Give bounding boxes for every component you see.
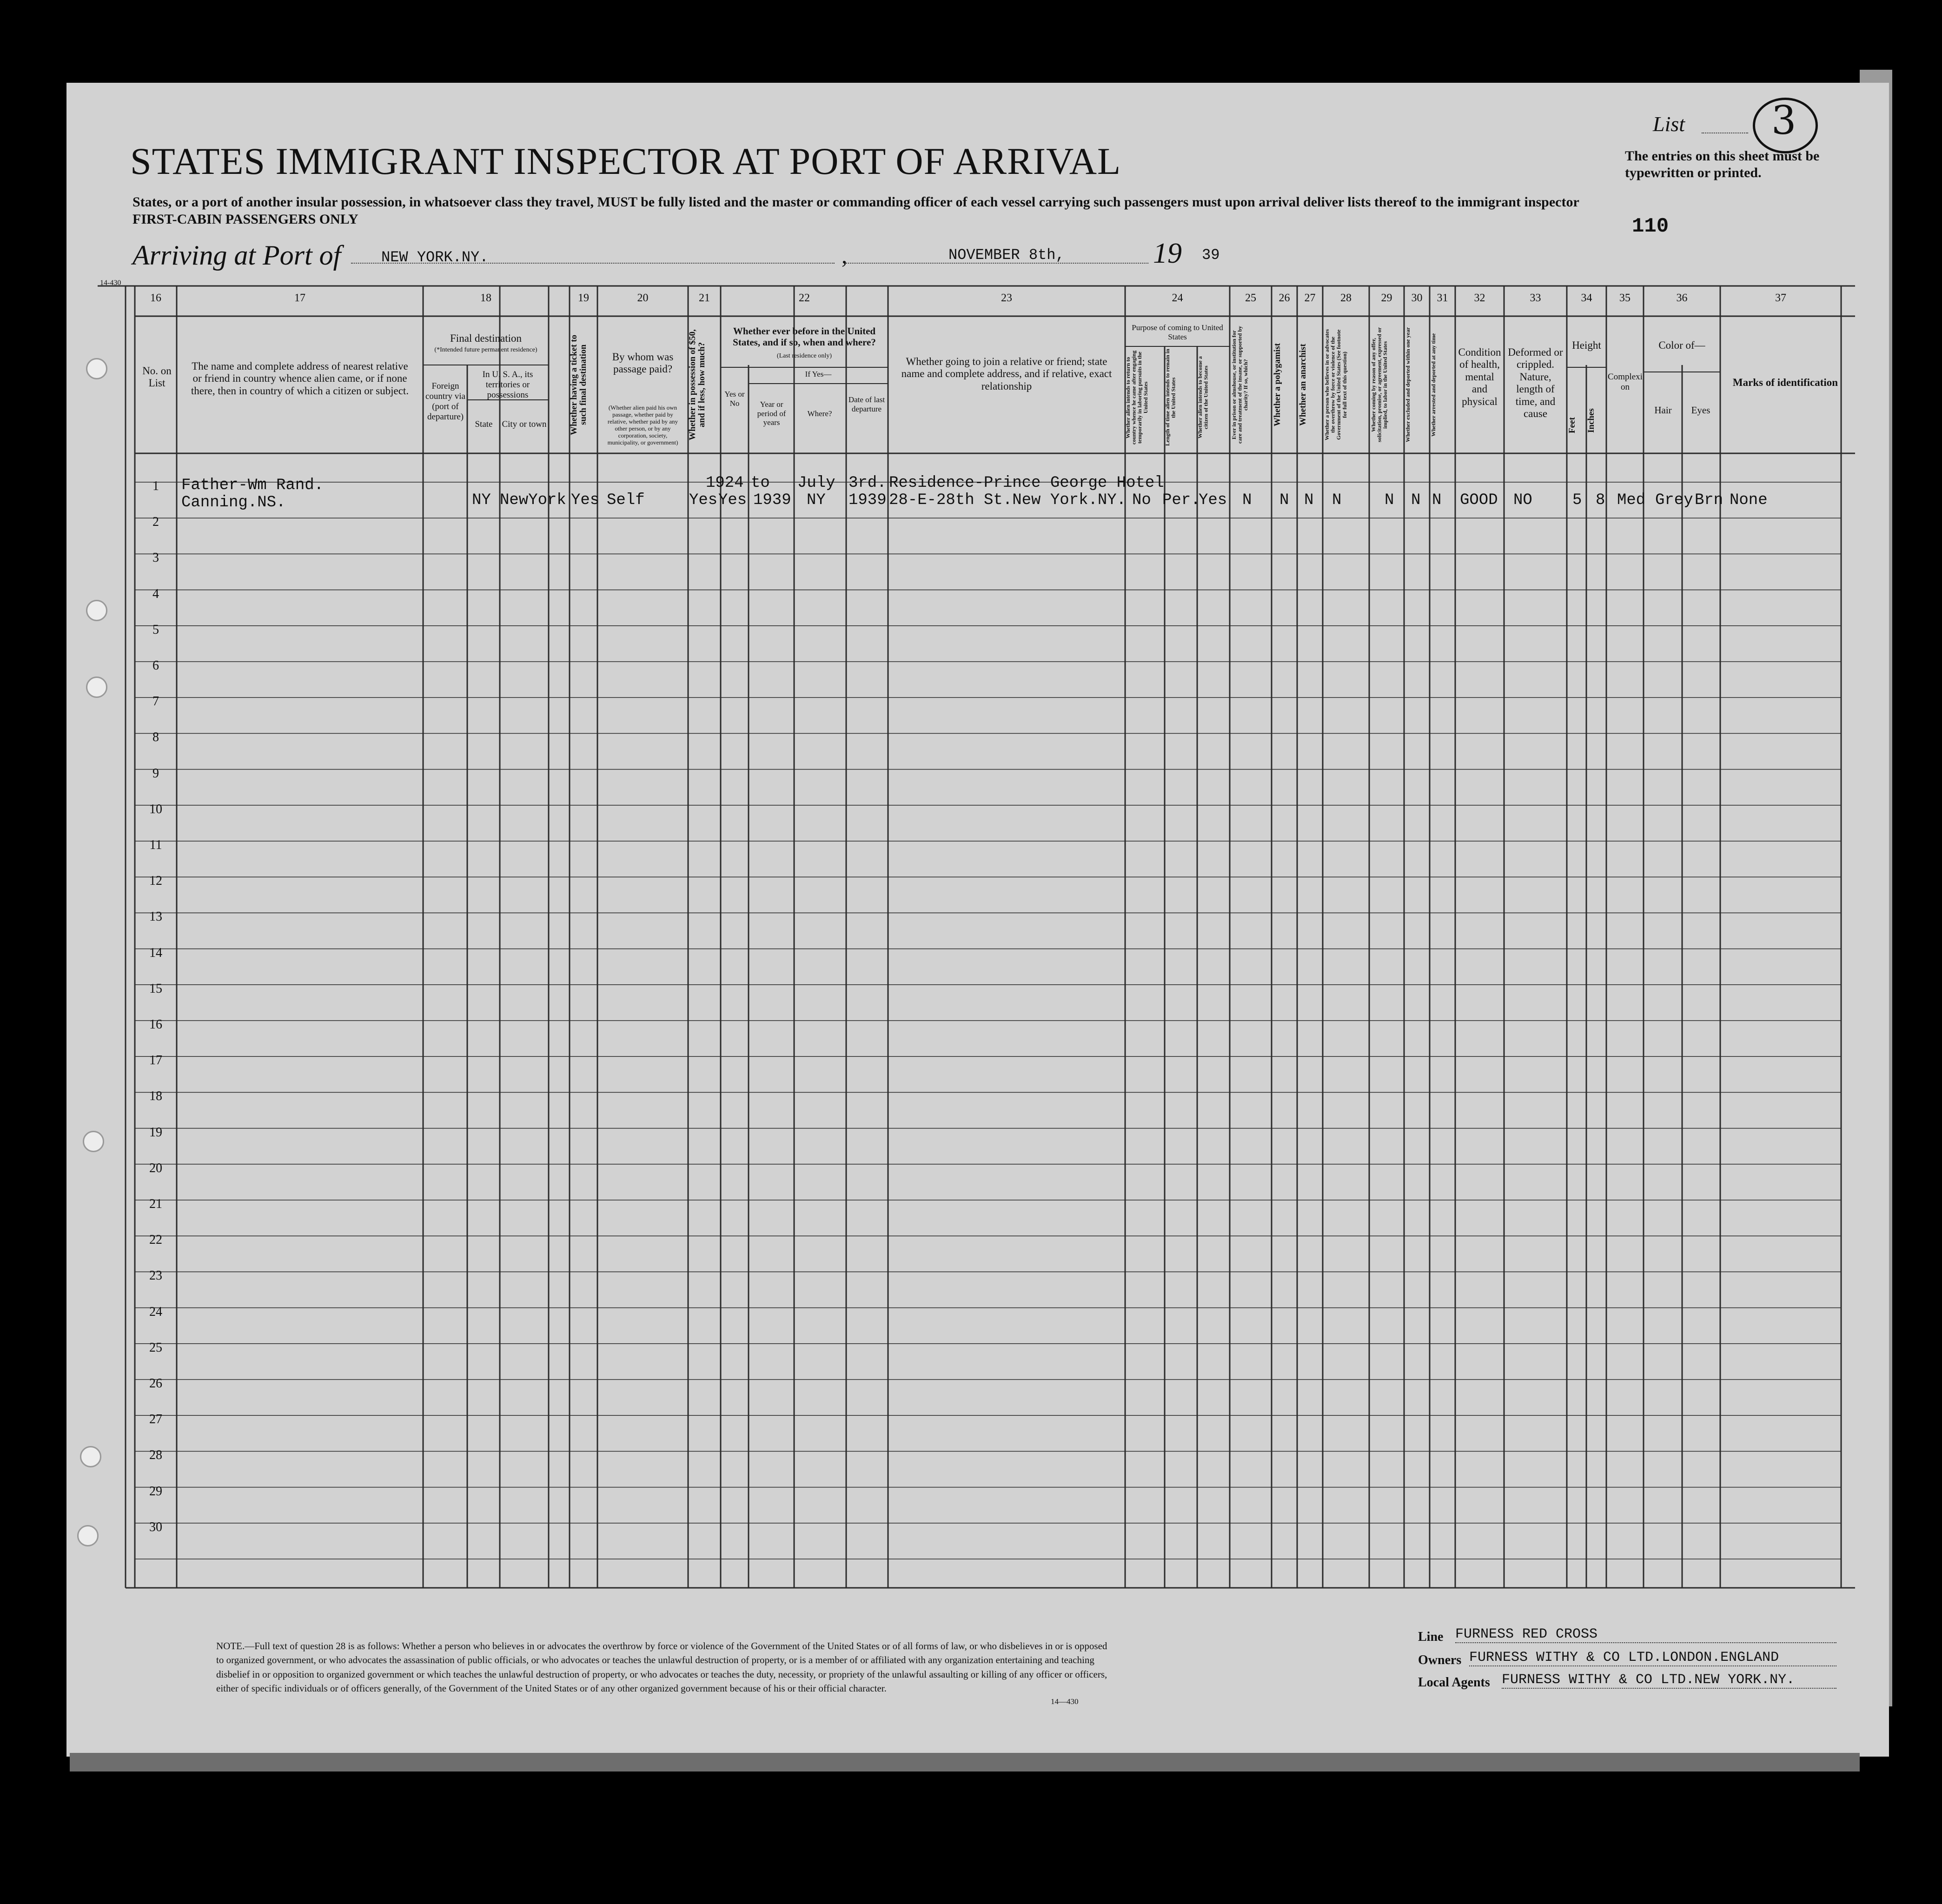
header-inches: Inches (1586, 408, 1596, 433)
header-state: State (475, 419, 493, 429)
header-date-last-departure: Date of last departure (848, 395, 885, 413)
column-number: 37 (1775, 292, 1786, 304)
entry-year-period-a: to (751, 474, 770, 492)
list-label: List (1653, 112, 1685, 136)
owners-label: Owners (1418, 1653, 1462, 1667)
row-number: 19 (149, 1125, 162, 1140)
year-suffix: 39 (1202, 246, 1220, 264)
header-city: City or town (502, 419, 547, 429)
header-joining-relative: Whether going to join a relative or friend; state name and complete address, and if relative, exact relationship (901, 356, 1112, 392)
row-number: 16 (149, 1017, 162, 1032)
footer-form-code: 14—430 (1051, 1697, 1079, 1706)
header-height: Height (1572, 339, 1601, 351)
entry-q31: N (1432, 491, 1442, 509)
row-number: 29 (149, 1484, 162, 1499)
entry-prison: N (1242, 491, 1252, 509)
column-number: 23 (1001, 292, 1012, 304)
entry-departure-a: 3rd. (848, 474, 887, 492)
row-number: 4 (152, 586, 159, 601)
entry-deformed: NO (1513, 491, 1532, 509)
year-prefix: 19 (1153, 238, 1182, 269)
column-number: 19 (578, 292, 589, 304)
entry-purpose-length: Per. (1162, 491, 1200, 509)
column-number: 36 (1676, 292, 1688, 304)
line-label: Line (1418, 1630, 1444, 1644)
first-cabin-label: FIRST-CABIN PASSENGERS ONLY (133, 212, 358, 227)
column-number: 28 (1340, 292, 1352, 304)
entry-joining-line1: Residence-Prince George Hotel (889, 474, 1164, 492)
row-number: 8 (152, 730, 159, 745)
column-number: 24 (1172, 292, 1183, 304)
row-number: 13 (149, 909, 162, 924)
header-anarchist: Whether an anarchist (1298, 344, 1308, 426)
header-q29: Whether coming by reason of any offer, solicitation, promise, or agreement, expressed or implied, to labor in the United States (1370, 327, 1389, 443)
row-number: 23 (149, 1268, 162, 1283)
column-number: 27 (1304, 292, 1316, 304)
column-number: 31 (1437, 292, 1448, 304)
page-subtitle: States, or a port of another insular possession, in whatsoever class they travel, MUST be fully listed and the master or commanding officer of each vessel carrying such passengers must upon arrival deliver lists thereof to the immigrant inspector (133, 194, 1579, 210)
header-q31: Whether arrested and deported at any time (1430, 333, 1437, 437)
port-value: NEW YORK.NY. (381, 249, 489, 266)
row-number: 25 (149, 1340, 162, 1355)
row-number: 20 (149, 1161, 162, 1175)
header-condition: Condition of health, mental and physical (1458, 346, 1501, 407)
entry-where-a: July (797, 474, 835, 492)
header-foreign-country: Foreign country via (port of departure) (425, 381, 465, 422)
row-number: 14 (149, 945, 162, 960)
row-number: 30 (149, 1519, 162, 1534)
agents-value: FURNESS WITHY & CO LTD.NEW YORK.NY. (1502, 1672, 1836, 1689)
header-ticket: Whether having a ticket to such final destination (569, 334, 588, 435)
entry-ticket: Yes (571, 491, 600, 509)
row-number: 15 (149, 981, 162, 996)
entry-ever-before: Yes (718, 491, 747, 509)
list-number: 3 (1771, 98, 1796, 143)
entry-eyes: Brn (1695, 491, 1723, 509)
entry-anarchist: N (1304, 491, 1314, 509)
form-code: 14-430 (100, 279, 121, 287)
row-number: 7 (152, 694, 159, 709)
header-ever-before: Whether ever before in the United States, and if so, when and where? (733, 325, 876, 348)
entry-condition: GOOD (1460, 491, 1498, 509)
row-number: 12 (149, 874, 162, 889)
date-value: NOVEMBER 8th, (948, 246, 1065, 264)
entry-relative-line2: Canning.NS. (181, 494, 286, 511)
row-number: 18 (149, 1089, 162, 1104)
header-year-period: Year or period of years (757, 400, 786, 427)
column-number: 26 (1279, 292, 1290, 304)
header-purpose-length: Length of time alien intends to remain in the United States (1164, 349, 1177, 446)
column-number: 16 (150, 292, 161, 304)
entry-feet: 5 (1572, 491, 1582, 509)
row-number: 11 (149, 838, 162, 852)
row-number: 2 (152, 515, 159, 530)
column-number: 29 (1381, 292, 1392, 304)
header-marks: Marks of identification (1732, 377, 1838, 388)
entry-state: NY (472, 491, 491, 509)
header-where: Where? (807, 409, 832, 418)
entry-year-period-b: 1939 (753, 491, 791, 509)
row-number: 27 (149, 1412, 162, 1427)
header-if-yes: If Yes— (805, 370, 832, 378)
row-number: 21 (149, 1197, 162, 1211)
entry-city: NewYork (500, 491, 566, 509)
column-number: 17 (294, 292, 305, 304)
row-number: 28 (149, 1448, 162, 1463)
header-feet: Feet (1567, 417, 1577, 434)
row-number: 9 (152, 766, 159, 781)
entry-polygamist: N (1279, 491, 1289, 509)
entry-q28: N (1332, 491, 1342, 509)
column-number: 21 (699, 292, 710, 304)
entry-q29: N (1385, 491, 1394, 509)
header-purpose-return: Whether alien intends to return to country whence he came after engaging temporarily in laboring pursuits in the United States (1125, 350, 1149, 445)
entry-hair: Grey (1655, 491, 1693, 509)
header-possession-50: Whether in possession of $50, and if less, how much? (688, 329, 707, 440)
arriving-label: Arriving at Port of (133, 240, 341, 271)
agents-label: Local Agents (1418, 1675, 1490, 1690)
column-number: 32 (1474, 292, 1485, 304)
entry-inches: 8 (1596, 491, 1605, 509)
owners-value: FURNESS WITHY & CO LTD.LONDON.ENGLAND (1469, 1650, 1836, 1666)
header-no-on-list: No. on List (142, 365, 172, 389)
row-number: 26 (149, 1376, 162, 1391)
column-number: 33 (1530, 292, 1541, 304)
column-number: 25 (1245, 292, 1256, 304)
header-final-destination: Final destination (450, 332, 522, 344)
column-number: 18 (480, 292, 491, 304)
footnote-question-28: NOTE.—Full text of question 28 is as follows: Whether a person who believes in or advocates the overthrow by force or violence of the Government of the United States or of all forms of law, or who disbelieves in or is opposed to organized government, or who advocates the assassination of public officials, or who advocates or teaches the unlawful destruction of property, or is a member of or affiliated with any organization entertaining and teaching disbelief in or opposition to organized government or which teaches the unlawful destruction of property, or who advocates or teaches the duty, necessity, or propriety of the unlawful assaulting or killing of any officer or officers, either of specific individuals or of officers generally, of the Government of the United States or of any other organized government because of his or their official character. (216, 1640, 1107, 1694)
column-number: 34 (1581, 292, 1592, 304)
sheet-number: 110 (1632, 215, 1669, 238)
entry-q30: N (1411, 491, 1421, 509)
header-passage-paid: By whom was passage paid? (612, 351, 674, 375)
comma: , (842, 242, 848, 268)
header-passage-paid-note: (Whether alien paid his own passage, whether paid by relative, whether paid by any other person, or by any corporation, society, municipality, or government) (607, 404, 678, 446)
row-number: 10 (149, 802, 162, 816)
header-ever-before-note: (Last residence only) (776, 352, 832, 359)
entry-passage: Self (607, 491, 645, 509)
entry-relative-line1: Father-Wm Rand. (181, 477, 324, 494)
entry-possession: Yes (689, 491, 718, 509)
header-polygamist: Whether a polygamist (1273, 343, 1282, 427)
line-value: FURNESS RED CROSS (1455, 1626, 1836, 1643)
row-number: 24 (149, 1304, 162, 1319)
entry-where-b: NY (807, 491, 826, 509)
entry-marks: None (1730, 491, 1768, 509)
header-hair: Hair (1654, 405, 1672, 416)
header-q28: Whether a person who believes in or advocates the overthrow by force or violence of the Government of the United States (See footnote for full text of this question) (1324, 329, 1348, 441)
header-prison: Ever in prison or almshouse, or institution for care and treatment of the insane, or supported by charity? If so, which? (1231, 326, 1249, 444)
entry-complexion: Med (1617, 491, 1646, 509)
page-title: STATES IMMIGRANT INSPECTOR AT PORT OF ARRIVAL (130, 140, 1121, 182)
header-complexion: Complexion (1608, 372, 1643, 392)
header-purpose-citizen: Whether alien intends to become a citizen of the United States (1197, 356, 1209, 439)
row-number: 6 (152, 658, 159, 673)
row-number: 1 (152, 479, 159, 493)
column-number: 30 (1411, 292, 1423, 304)
column-number: 35 (1619, 292, 1630, 304)
entry-purpose-citizen: Yes (1199, 491, 1227, 509)
header-final-destination-note: (*Intended future permanent residence) (434, 346, 537, 353)
header-yes-no: Yes or No (724, 390, 745, 408)
row-number: 3 (152, 551, 159, 565)
entry-joining-line2: 28-E-28th St.New York.NY. (889, 491, 1127, 509)
header-deformed: Deformed or crippled. Nature, length of time, and cause (1508, 346, 1563, 420)
column-number: 22 (799, 292, 810, 304)
row-number: 17 (149, 1053, 162, 1068)
header-q30: Whether excluded and deported within one year (1405, 327, 1411, 443)
header-nearest-relative: The name and complete address of nearest relative or friend in country whence alien came, or if none there, then in country of which a citizen or subject. (191, 360, 409, 397)
typewritten-instructions: The entries on this sheet must be typewritten or printed. (1625, 148, 1820, 180)
header-purpose: Purpose of coming to United States (1132, 323, 1223, 341)
row-number: 22 (149, 1233, 162, 1247)
entry-ever-before-year: 1924 (706, 474, 744, 492)
entry-purpose-return: No (1132, 491, 1151, 509)
header-color-of: Color of— (1658, 339, 1705, 351)
header-eyes: Eyes (1691, 405, 1710, 416)
row-number: 5 (152, 622, 159, 637)
column-number: 20 (637, 292, 649, 304)
entry-departure-b: 1939 (848, 491, 887, 509)
header-in-usa: In U. S. A., its territories or possessions (482, 370, 533, 400)
